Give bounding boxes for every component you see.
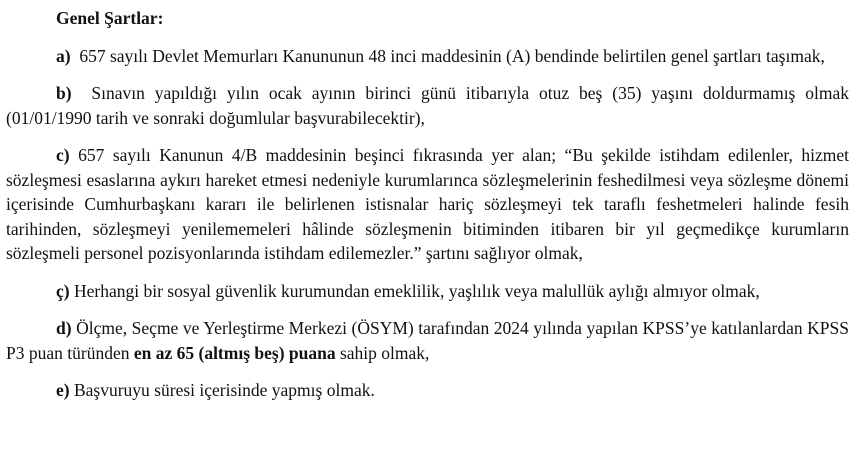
condition-text: Başvuruyu süresi içerisinde yapmış olmak.	[73, 380, 375, 400]
condition-text: 657 sayılı Kanunun 4/B maddesinin beşinci fıkrasında yer alan; “Bu şekilde istihdam edilenler, hizmet sözleşmesi esaslarına aykırı hareket etmesi nedeniyle kurumlarınca sözleşmelerinin feshedilmesi veya sözleşme dönemi içerisinde Cumhurbaşkanı kararı ile belirlenen istisnalar hariç sözleşmeyi tek taraflı feshetmeleri halinde fesih tarihinden, sözleşmeyi yenilememeleri hâlinde sözleşmenin bitiminden itibaren bir yıl geçmedikçe kurumların sözleşmeli personel pozisyonlarında istihdam edilemezler.” şartını sağlıyor olmak,	[6, 145, 850, 263]
condition-a	[6, 44, 849, 69]
condition-text: 657 sayılı Devlet Memurları Kanununun 48 inci maddesinin (A) bendinde belirtilen genel şartları taşımak,	[79, 45, 825, 66]
condition-marker: ç)	[56, 280, 70, 301]
condition-marker: d)	[56, 318, 72, 338]
condition-e	[6, 378, 849, 403]
condition-text: Sınavın yapıldığı yılın ocak ayının birinci günü itibarıyla otuz beş (35) yaşını doldurmamış olmak (01/01/1990 tarih ve sonraki doğumlular başvurabilecektir),	[6, 83, 850, 128]
condition-marker: c)	[56, 145, 70, 165]
condition-marker: a)	[56, 45, 71, 66]
condition-marker: e)	[56, 380, 70, 400]
condition-emphasis: en az 65 (altmış beş) puana	[133, 342, 336, 363]
condition-b	[6, 81, 849, 130]
condition-text: Ölçme, Seçme ve Yerleştirme Merkezi (ÖSYM) tarafından 2024 yılında yapılan KPSS’ye katılanlardan KPSS P3 puan türünden	[6, 318, 849, 363]
condition-d	[6, 316, 849, 365]
condition-marker: b)	[56, 83, 72, 103]
condition-text-after: sahip olmak,	[339, 342, 430, 363]
condition-c	[6, 143, 849, 266]
condition-c-cedilla	[6, 279, 849, 304]
section-heading: Genel Şartlar:	[56, 8, 164, 28]
condition-text: Herhangi bir sosyal güvenlik kurumundan emeklilik, yaşlılık veya malullük aylığı almıyor olmak,	[73, 280, 760, 301]
